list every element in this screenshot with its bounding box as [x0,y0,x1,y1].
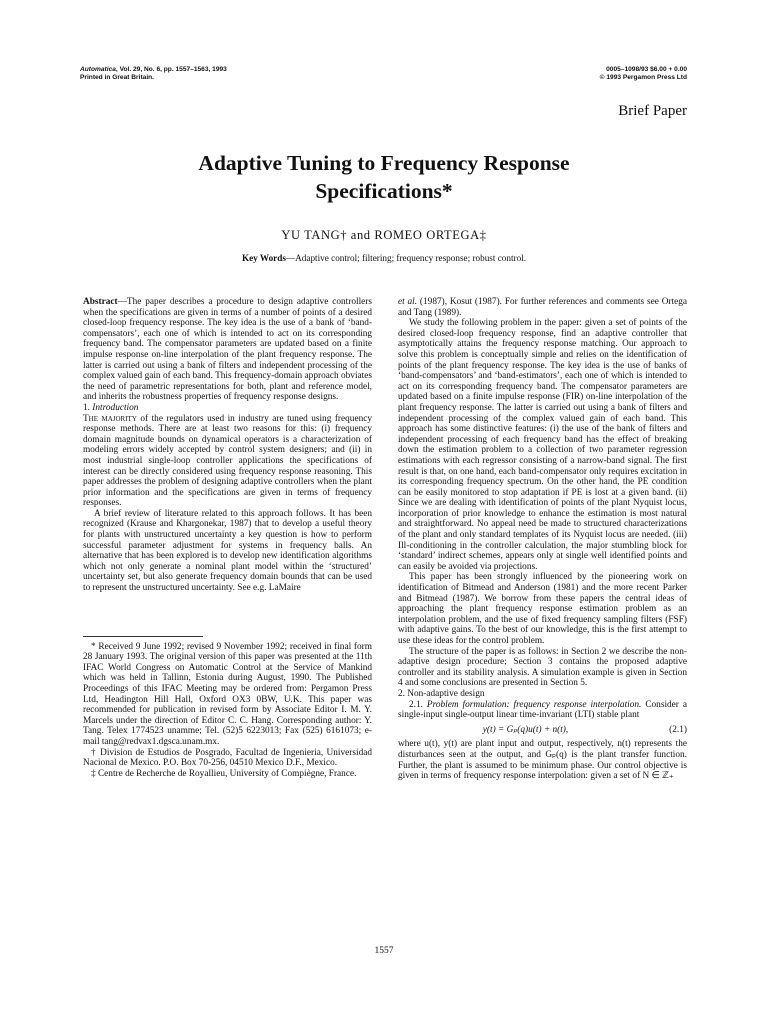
section-2-1-text: Consider a single-input single-output linear time-invariant (LTI) stable plant [398,699,687,721]
section-2-heading: 2. Non-adaptive design [398,688,485,699]
right-paragraph-2: This paper has been strongly influenced by the pioneering work on identification of Bitmead and Anderson (1981) and the more recent Parker and Bitmead (1987). We borrow from these papers the central ideas of approaching the plant frequency response estimation problem as an interpolation problem, and the use of fixed frequency sampling filters (FSF) with adaptive gains. To the best of our knowledge, this is the first attempt to use these ideas for the control problem. [398,572,687,646]
section-2-1-paragraph [398,700,687,721]
footnote-author-1: † Division de Estudios de Posgrado, Facultad de Ingenieria, Universidad Nacional de Mexico. P.O. Box 70-256, 04510 Mexico D.F., Mexico. [83,747,372,769]
title-line-2: Specifications* [315,179,453,203]
footnote-received: * Received 9 June 1992; revised 9 November 1992; received in final form 28 January 1993. The original version of this paper was presented at the 11th IFAC World Congress on Automatic Control at the Service of Mankind which was held in Tallinn, Estonia during August, 1990. The Published Proceedings of this IFAC Meeting may be ordered from: Pergamon Press Ltd, Headington Hill Hall, Oxford OX3 0BW, U.K. This paper was recommended for publication in revised form by Associate Editor I. M. Y. Marcels under the direction of Editor C. C. Hang. Corresponding author: Y. Tang. Telex 1774523 unamme; Tel. (52)5 6223013; Fax (525) 6161073; e-mail tang@redvax1.dgsca.unam.mx. [83,641,372,747]
copyright-line: © 1993 Pergamon Press Ltd [599,74,687,81]
equation-number: (2.1) [669,724,687,735]
intro-title: Introduction [92,402,139,413]
intro-heading [83,403,372,414]
section-2-1-number: 2.1. [409,699,427,710]
footnote-divider [83,636,203,637]
et-al: et al. [398,297,418,307]
citation-details: , Vol. 29, No. 6, pp. 1557–1563, 1993 [115,66,227,73]
title-line-1: Adaptive Tuning to Frequency Response [198,151,570,175]
printed-note: Printed in Great Britain. [80,74,155,81]
page-number: 1557 [374,946,394,956]
left-column [83,297,372,779]
footnotes [83,642,372,780]
section-2-1-title: Problem formulation: frequency response interpolation. [426,699,642,710]
copyright-block [600,66,687,82]
journal-name: Automatica [80,66,116,73]
paper-type-label: Brief Paper [618,103,687,119]
equation-2-1 [398,725,687,736]
right-paragraph-3: The structure of the paper is as follows: in Section 2 we describe the non-adaptive design procedure; Section 3 contains the proposed adaptive controller and its stability analysis. A simulation example is given in Section 4 and some conclusions are presented in Section 5. [398,646,687,689]
intro-paragraph-2: A brief review of literature related to this approach follows. It has been recognized (Krause and Khargonekar, 1987) that to develop a useful theory for plants with unstructured uncertainty a key question is how to perform successful parameter adjustment for systems in frequency balls. An alternative that has been explored is to develop new identification algorithms which not only generate a nominal plant model within the ‘structured’ uncertainty set, but also generate frequency domain bounds that can be used to represent the unstructured uncertainty. See e.g. LaMaire [83,508,372,594]
journal-citation [80,66,227,82]
price-code: 0005–1098/93 $6.00 + 0.00 [606,66,687,73]
intro-text-1: of the regulators used in industry are tuned using frequency response methods. There are at least two reasons for this: (i) frequency domain magnitude bounds on dynamical operators is a characterization of modeling errors widely accepted by control system designers; and (ii) in most industrial single-loop controller applications the specifications of interest can be directly considered using frequency response reasoning. This paper addresses the problem of designing adaptive controllers when the plant prior information and the specifications are given in terms of frequency responses. [83,413,372,509]
abstract-label: Abstract [83,297,118,307]
keywords-line [80,253,688,263]
intro-paragraph-1 [83,414,372,509]
right-column [398,297,687,782]
equation-body: y(t) = Gₚ(q)u(t) + n(t), [482,724,569,735]
abstract-text: —The paper describes a procedure to design adaptive controllers when the specifications are given in terms of a number of points of a desired closed-loop frequency response. The key idea is the use of a bank of ‘band-compensators’, each one of which is intended to act on its corresponding frequency band. The compensator parameters are updated based on a finite impulse response on-line interpolation of the plant frequency response. The latter is carried out using a bank of filters and independent processing of the complex valued gain of each band. This frequency-domain approach obviates the need of parametric representations for both, plant and reference model, and inherits the robustness properties of frequency response designs. [83,297,372,403]
authors-line: YU TANG† and ROMEO ORTEGA‡ [281,228,487,242]
intro-number: 1. [83,402,93,413]
right-paragraph-1: We study the following problem in the paper: given a set of points of the desired closed-loop frequency response, find an adaptive controller that asymptotically attains the frequency response matching. Our approach to solve this problem is conceptually simple and relies on the identification of points of the plant frequency response. The key idea is the use of banks of ‘band-compensators’ and ‘band-estimators’, each one of which is intended to act on its corresponding frequency band. The compensator parameters are updated based on a finite impulse response (FIR) on-line interpolation of the plant frequency response. The latter is carried out using a bank of filters and independent processing of the complex valued gain of each band. This approach has some distinctive features: (i) the use of the bank of filters and independent processing of each frequency band has the effect of breaking down the estimation problem to a collection of two parameter regression estimations with each regressor consisting of a narrow-band signal. The first result is that, on one hand, each band-compensator only requires excitation in its corresponding frequency spectrum. On the other hand, the PE condition can be easily monitored to stop adaptation if PE is lost at a given band. (ii) Since we are dealing with identification of points of the plant Nyquist locus, incorporation of prior knowledge to enhance the estimation is most natural and straightforward. No appeal need be made to structured characterizations of the plant and only standard templates of its Nyquist locus are needed. (iii) Ill-conditioning in the controller calculation, the major stumbling block for ‘standard’ indirect schemes, appears only at single well identified points and can easily be avoided via projections. [398,318,687,572]
keywords-text: —Adaptive control; filtering; frequency response; robust control. [285,253,527,263]
right-paragraph-0 [398,297,687,318]
after-equation-paragraph: where u(t), y(t) are plant input and output, respectively, n(t) represents the disturbances seen at the output, and Gₚ(q) is the plant transfer function. Further, the plant is assumed to be minimum phase. Our control objective is given in terms of frequency response interpolation: given a set of N ∈ ℤ₊ [398,739,687,782]
right-text-0: (1987), Kosut (1987). For further references and comments see Ortega and Tang (1989). [398,297,687,318]
abstract [83,297,372,403]
footnote-author-2: ‡ Centre de Recherche de Royallieu, University of Compiègne, France. [91,768,357,779]
intro-lead: The majority [83,413,137,424]
paper-title [80,149,688,205]
keywords-label: Key Words [241,253,286,263]
